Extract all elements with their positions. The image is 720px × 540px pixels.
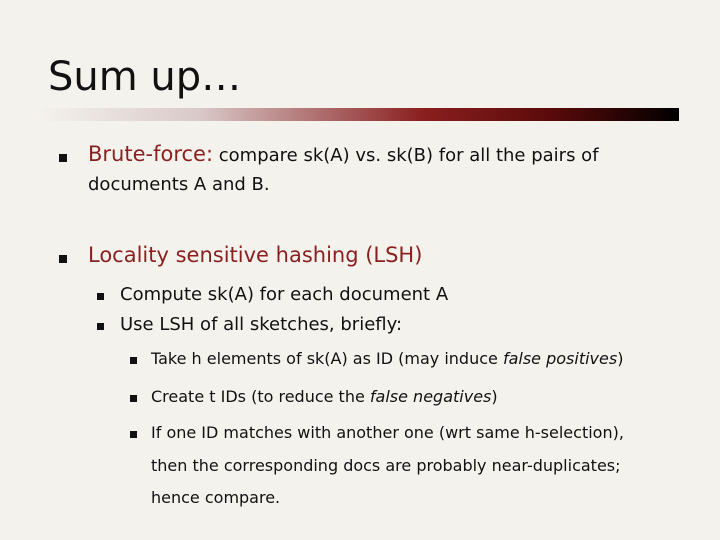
brute-force-label: Brute-force: — [88, 142, 214, 166]
sub-bullet-icon — [97, 323, 104, 330]
bullet-icon — [59, 154, 67, 162]
sub-bullet-icon — [97, 293, 104, 300]
bullet-lsh-heading: Locality sensitive hashing (LSH) — [88, 243, 423, 267]
sub-item-use-lsh: Use LSH of all sketches, briefly: — [120, 314, 403, 335]
subsub-bullet-icon — [130, 357, 137, 364]
subsub-item-take-h-text: Take h elements of sk(A) as ID (may induce — [151, 349, 503, 368]
bullet-brute-force-line1 — [88, 142, 599, 166]
slide-title: Sum up… — [48, 54, 242, 100]
false-positives-term: false positives — [502, 349, 618, 368]
subsub-item-take-h — [151, 349, 623, 368]
subsub-item-create-t — [151, 387, 498, 406]
bullet-brute-force-line2: documents A and B. — [88, 174, 270, 195]
subsub-bullet-icon — [130, 395, 137, 402]
bullet-icon — [59, 255, 67, 263]
subsub-bullet-icon — [130, 431, 137, 438]
title-underline-bar — [40, 108, 679, 121]
subsub-item-match-line3: hence compare. — [151, 488, 281, 507]
subsub-item-create-t-text: Create t IDs (to reduce the — [151, 387, 370, 406]
brute-force-description: compare sk(A) vs. sk(B) for all the pairs of — [213, 145, 599, 166]
subsub-item-match-line2: then the corresponding docs are probably near-duplicates; — [151, 456, 621, 475]
false-negatives-term: false negatives — [369, 387, 492, 406]
subsub-item-create-t-close: ) — [491, 387, 498, 406]
subsub-item-take-h-close: ) — [617, 349, 624, 368]
subsub-item-match-line1: If one ID matches with another one (wrt same h-selection), — [151, 423, 624, 442]
sub-item-compute: Compute sk(A) for each document A — [120, 284, 449, 305]
